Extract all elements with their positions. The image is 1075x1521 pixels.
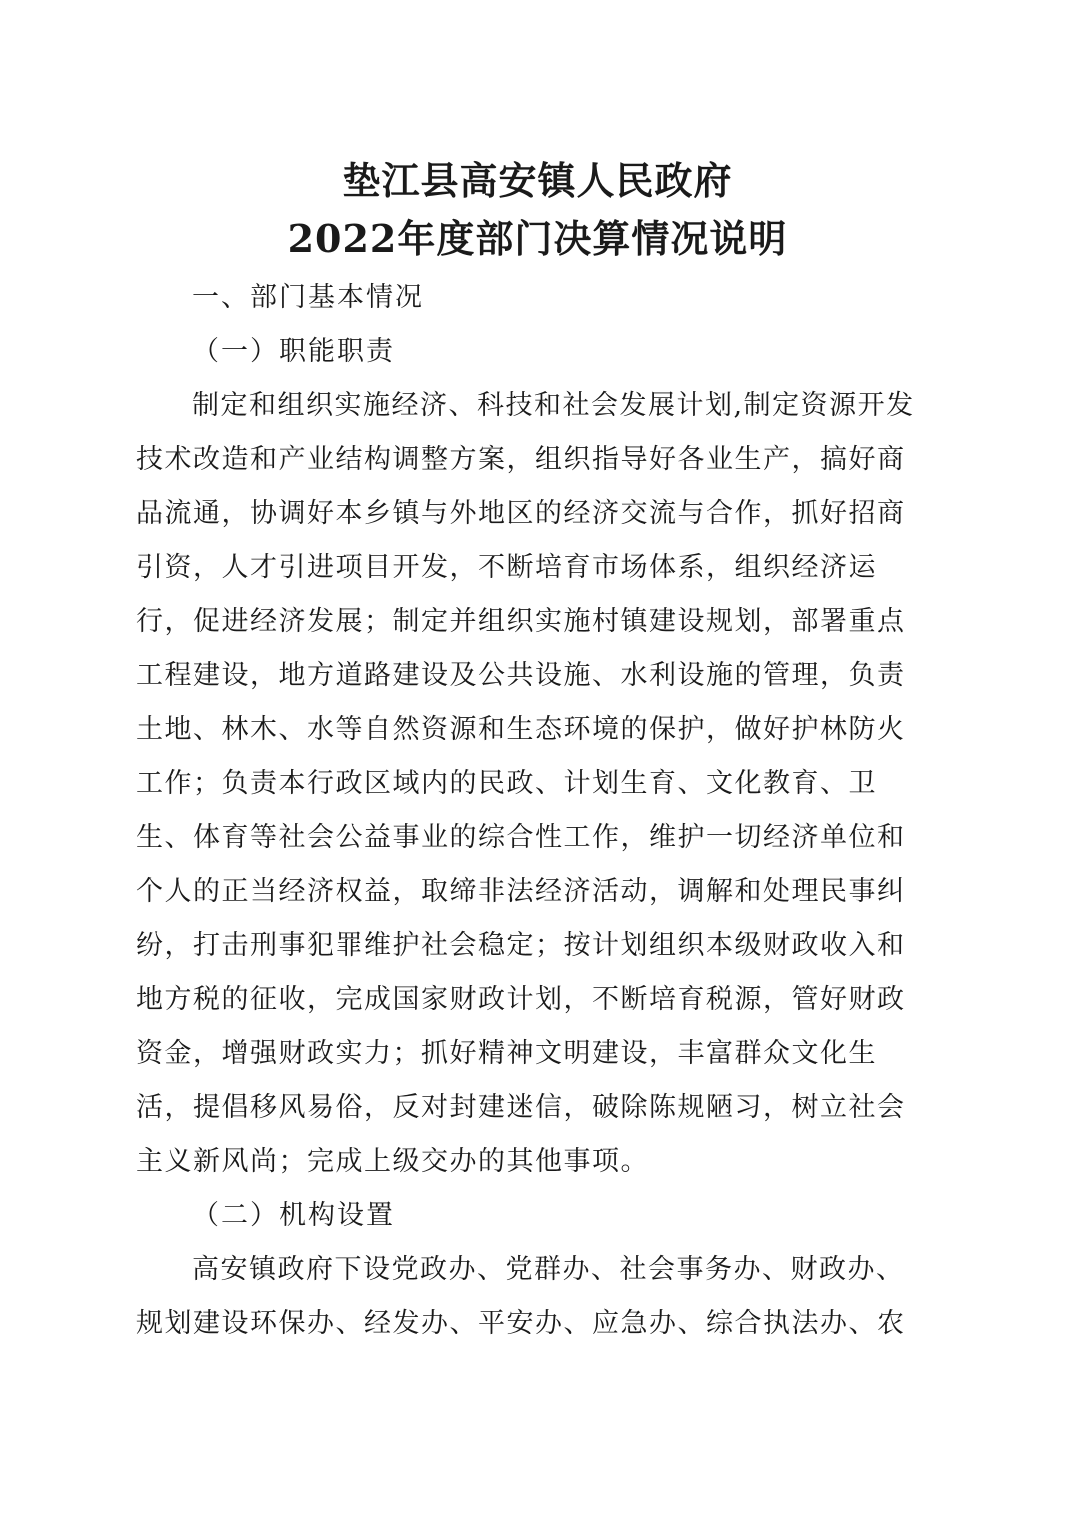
subsection-heading-functions: （一）职能职责 xyxy=(192,336,395,367)
paragraph-line: 技术改造和产业结构调整方案，组织指导好各业生产，搞好商 xyxy=(136,444,906,475)
subsection-heading-organization: （二）机构设置 xyxy=(192,1200,395,1231)
paragraph-line: 主义新风尚；完成上级交办的其他事项。 xyxy=(136,1146,649,1177)
document-subtitle: 2022年度部门决算情况说明 xyxy=(287,216,788,261)
paragraph-line: 纷，打击刑事犯罪维护社会稳定；按计划组织本级财政收入和 xyxy=(136,930,906,961)
paragraph-line: 品流通，协调好本乡镇与外地区的经济交流与合作，抓好招商 xyxy=(136,498,906,529)
paragraph-line: 生、体育等社会公益事业的综合性工作，维护一切经济单位和 xyxy=(136,822,906,853)
document-title: 垫江县高安镇人民政府 xyxy=(342,158,733,203)
paragraph-line: 规划建设环保办、经发办、平安办、应急办、综合执法办、农 xyxy=(136,1308,906,1339)
section-heading-basic-info: 一、部门基本情况 xyxy=(192,282,424,313)
paragraph-line: 行，促进经济发展；制定并组织实施村镇建设规划，部署重点 xyxy=(136,606,906,637)
paragraph-line: 工作；负责本行政区域内的民政、计划生育、文化教育、卫 xyxy=(136,768,877,799)
paragraph-line: 活，提倡移风易俗，反对封建迷信，破除陈规陋习，树立社会 xyxy=(136,1092,906,1123)
paragraph-line: 引资，人才引进项目开发，不断培育市场体系，组织经济运 xyxy=(136,552,877,583)
paragraph-line: 个人的正当经济权益，取缔非法经济活动，调解和处理民事纠 xyxy=(136,876,906,907)
paragraph-line: 工程建设，地方道路建设及公共设施、水利设施的管理，负责 xyxy=(136,660,906,691)
paragraph-line: 土地、林木、水等自然资源和生态环境的保护，做好护林防火 xyxy=(136,714,906,745)
paragraph-line: 地方税的征收，完成国家财政计划，不断培育税源，管好财政 xyxy=(136,984,906,1015)
paragraph-line: 制定和组织实施经济、科技和社会发展计划,制定资源开发 xyxy=(192,390,915,421)
paragraph-line: 资金，增强财政实力；抓好精神文明建设，丰富群众文化生 xyxy=(136,1038,877,1069)
paragraph-line: 高安镇政府下设党政办、党群办、社会事务办、财政办、 xyxy=(192,1254,905,1285)
